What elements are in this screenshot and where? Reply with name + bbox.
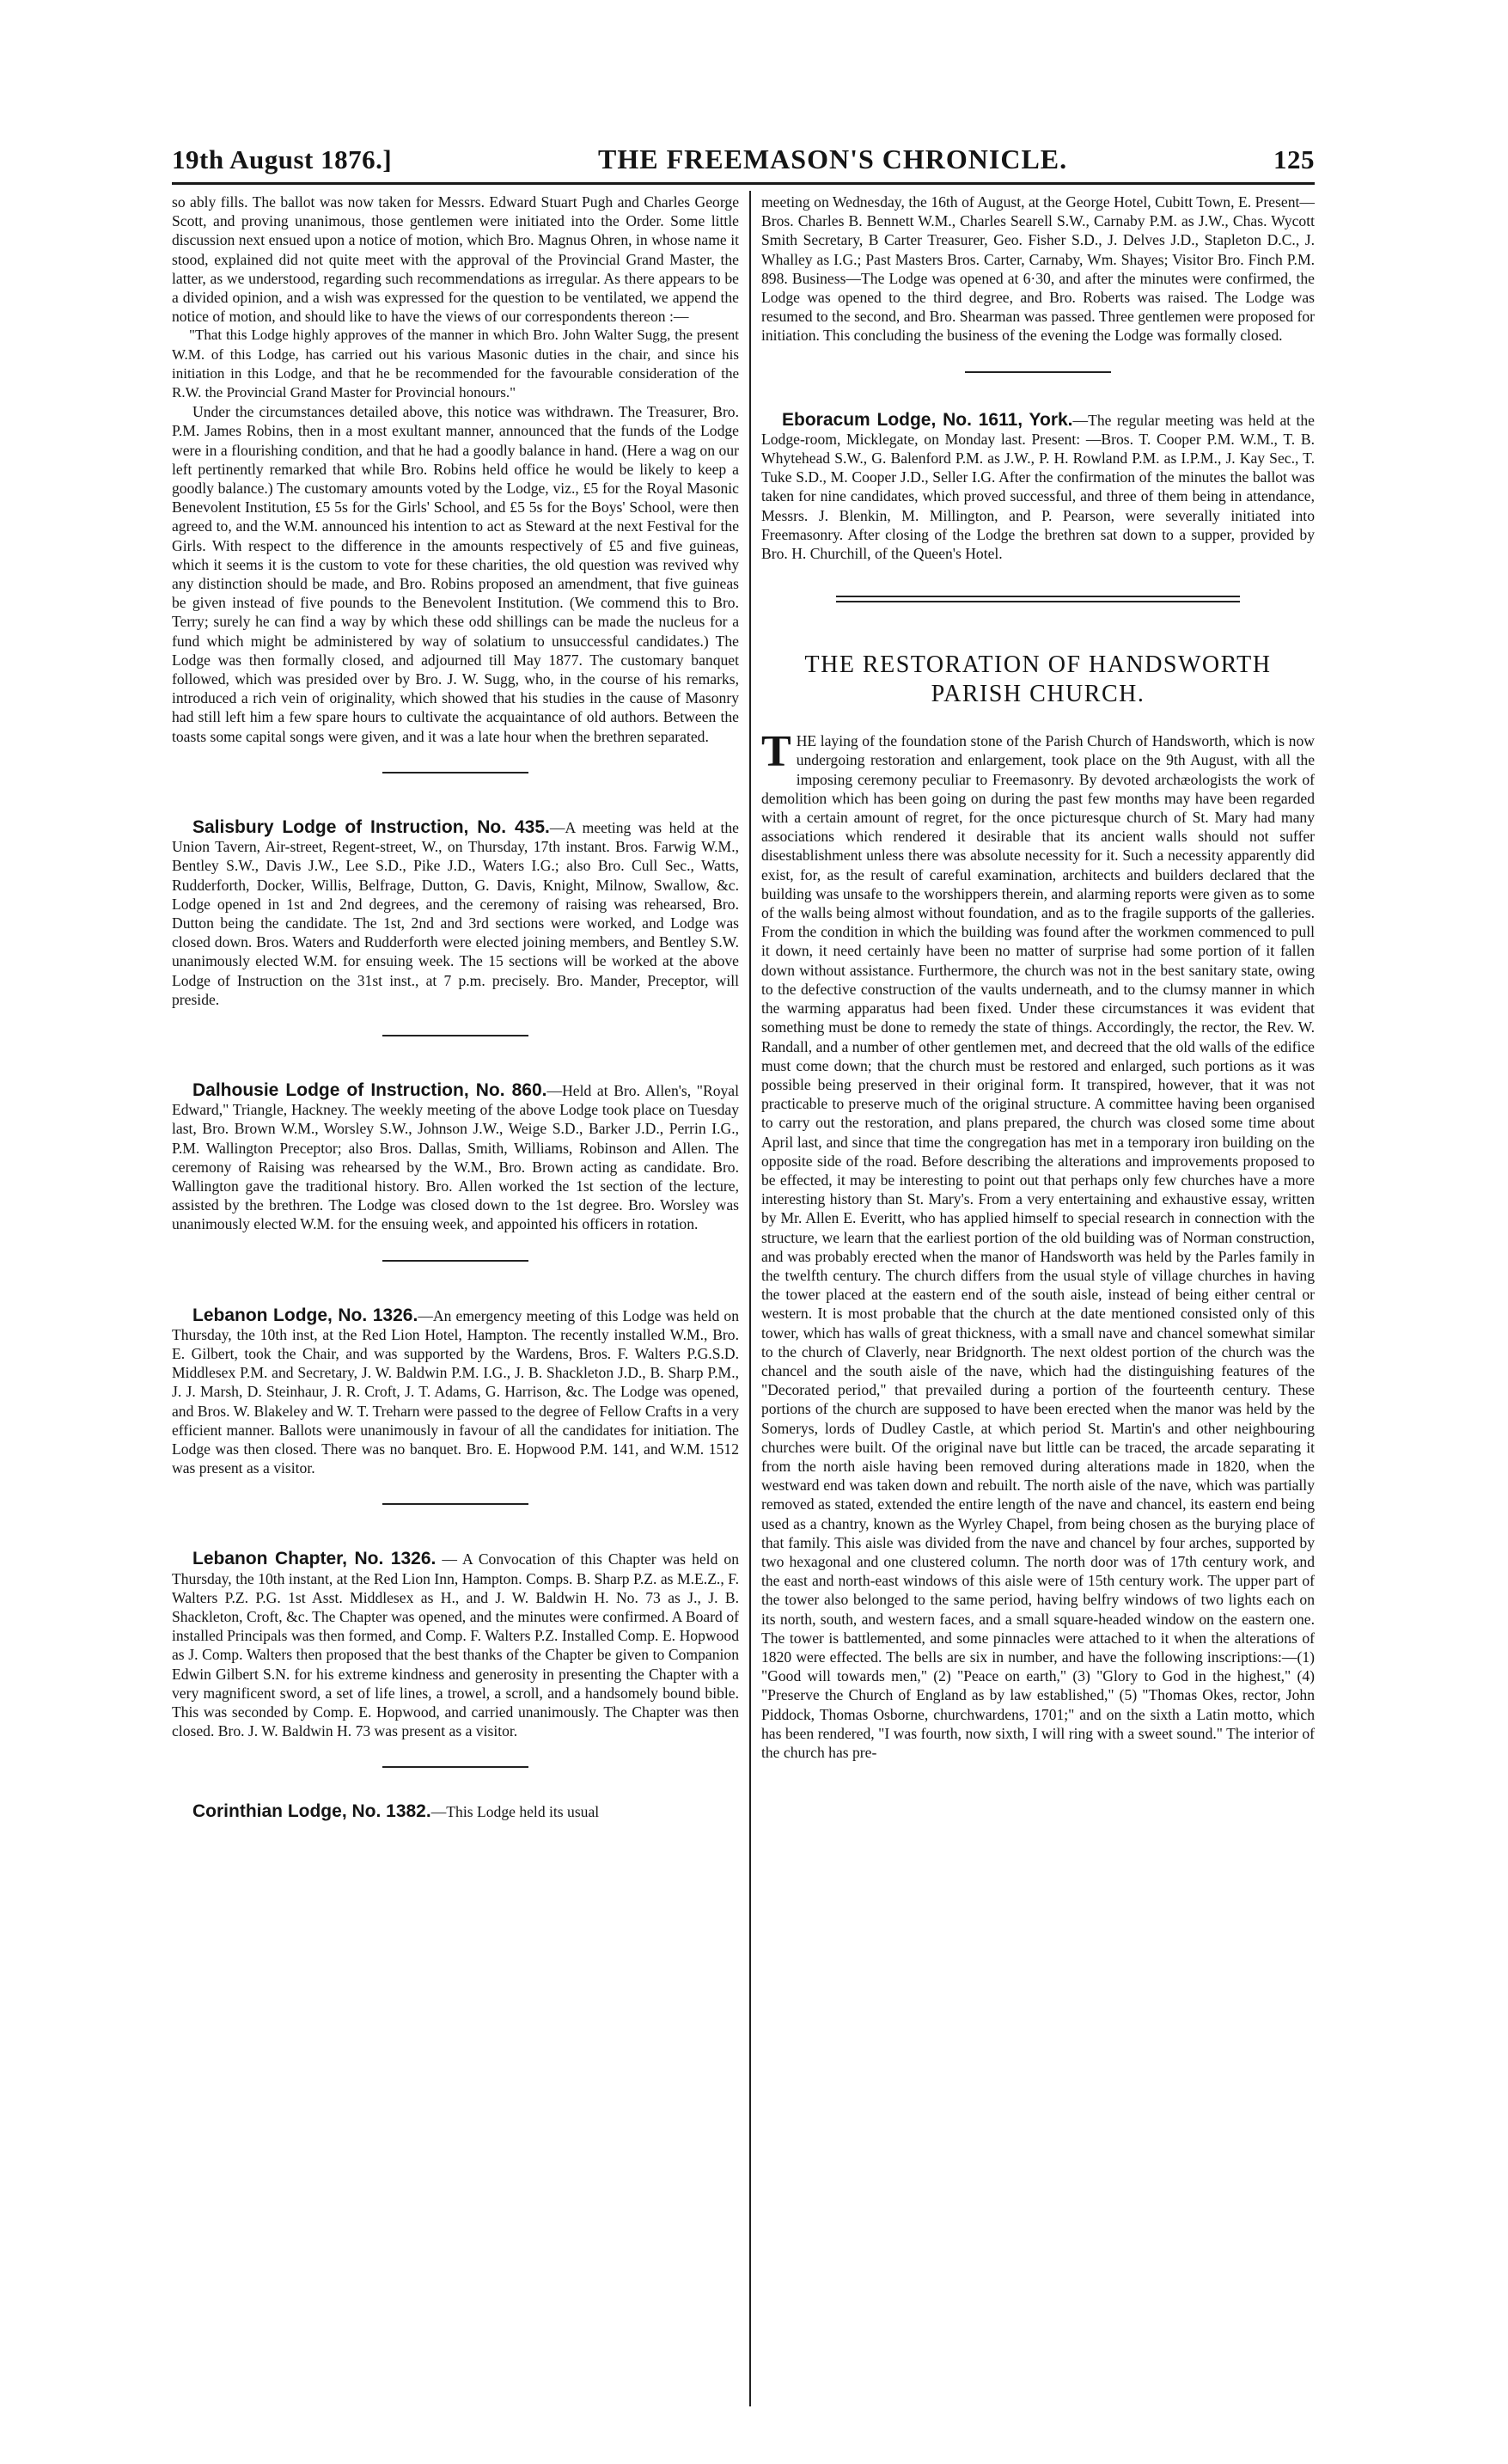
article-title: THE RESTORATION OF HANDSWORTH PARISH CHURCH. (804, 651, 1272, 708)
lebanon-chapter-body: — A Convocation of this Chapter was held on Thursday, the 10th instant, at the Red Lion Inn, Hampton. Comps. B. Sharp P.Z. as M.E.Z., F. Walters P.Z. P.G. 1st Asst. Middlesex as H., and J. W. Baldwin H. No. 73 as J., J. B. Shackleton, Croft, &c. The Chapter was opened, and the minutes were confirmed. A Board of installed Principals was then formed, and Comp. F. Walters P.Z. Installed Comp. E. Hopwood as J. Comp. Walters then proposed that the best thanks of the Chapter be given to Companion Edwin Gilbert S.N. for his extreme kindness and generosity in presenting the Chapter with a very magnificent sword, a set of life lines, a trowel, a scroll, and a handsomely bound bible. This was seconded by Comp. E. Hopwood, and carried unanimously. The Chapter was then closed. Bro. J. W. Baldwin H. 73 was present as a visitor. (172, 1550, 740, 1740)
article-divider (836, 596, 1240, 602)
article-text: HE laying of the foundation stone of the Parish Church of Handsworth, which is now undergoing restoration and enlargement, took place on the 9th August, with all the imposing ceremony peculiar to Freemasonry. By devoted archæologists the work of demolition which has been going on during the past few months may have been regarded with a certain amount of regret, for the once picturesque church of St. Mary had many associations which rendered it desirable that its ancient walls should not suffer disestablishment unless there was absolute necessity for it. Such a necessity apparently did exist, for, as the result of careful examination, architects and builders declared that the building was unsafe to the worshippers therein, and alarming reports were given as to some of the walls being almost without foundation, and as to the fragile supports of the galleries. From the condition in which the building was found after the workmen commenced to pull it down, it need certainly have been no matter of surprise had some portion of it fallen down without assistance. Furthermore, the church was not in the best sanitary state, owing to the defective construction of the vaults underneath, and to the clumsy manner in which the warming apparatus had been fixed. Under these circumstances it was evident that something must be done to remedy the state of things. Accordingly, the rector, the Rev. W. Randall, and a number of other gentlemen met, and decreed that the old walls of the edifice must come down; that the church must be restored and enlarged, such portions as it was possible being preserved in their original form. It transpired, however, that it was not practicable to preserve much of the original structure. A committee having been organised to carry out the restoration, and plans prepared, the church was closed some time about April last, and since that time the congregation has met in a temporary iron building on the opposite side of the road. Before describing the alterations and improvements proposed to be effected, it may be interesting to point out that perhaps only few churches have a more interesting history than St. Mary's. From a very entertaining and exhaustive essay, written by Mr. Allen E. Everitt, who has applied himself to special research in connection with the structure, we learn that the earliest portion of the old building was of Norman construction, and was probably erected when the manor of Handsworth was held by the Parles family in the twelfth century. The church differs from the usual style of village churches in having the tower placed at the eastern end of the south aisle, instead of being either central or western. It is most probable that the church at the date mentioned consisted only of this tower, which has walls of great thickness, with a small nave and chancel somewhat similar to the church of Claverly, near Bridgnorth. The next oldest portion of the church was the chancel and the south aisle of the nave, which had the distinguishing features of the "Decorated period," that prevailed during a portion of the fourteenth century. These portions of the church are supposed to have been erected when the manor was held by the Somerys, lords of Dudley Castle, at which period St. Martin's and other neighbouring churches were built. Of the original nave but little can be traced, the arcade separating it from the north aisle having been removed during alterations made in 1820, when the westward end was taken down and rebuilt. The north aisle of the nave, which was partially removed as stated, extended the entire length of the nave and chancel, its eastern end being used as a chantry, known as the Wyrley Chapel, from being chosen as the burying place of that family. This aisle was divided from the nave and chancel by four arches, supported by two hexagonal and one clustered column. The north door was of 17th century work, and the east and north-east windows of this aisle were of 15th century work. The upper part of the tower also belonged to the same period, having belfry windows of two lights each on its north, south, and western faces, and a small square-headed window on the eastern one. The tower is battlemented, and some pinnacles were attached to it when the alterations of 1820 were effected. The bells are six in number, and have the following inscriptions:—(1) "Good will towards men," (2) "Peace on earth," (3) "Glory to God in the highest," (4) "Preserve the Church of England as by law established," (5) "Thomas Okes, rector, John Piddock, Thomas Osborne, churchwardens, 1701;" and on the sixth a Latin motto, which has been rendered, "I was fourth, now sixth, I will ring with a sweet sound." The interior of the church has pre- (761, 732, 1315, 1762)
corinthian-heading: Corinthian Lodge, No. 1382. (192, 1801, 431, 1822)
treasurer-paragraph: Under the circumstances detailed above, this notice was withdrawn. The Treasurer, Bro. P.M. James Robins, then in a most exultant manner, announced that the funds of the Lodge were in a flourishing condition, and that he had a goodly balance in hand. (Here a wag on our left pertinently remarked that while Bro. Robins held office he would be likely to keep a goodly balance.) The customary amounts voted by the Lodge, viz., £5 for the Royal Masonic Benevolent Institution, £5 5s for the Girls' School, and £5 5s for the Boys' School, were then agreed to, and the W.M. announced his intention to act as Steward at the next Festival for the Girls. With respect to the difference in the amounts respectively of £5 and five guineas, which it seems it is the custom to vote for these charities, the old question was revived why any distinction should be made, and Bro. Robins proposed an amendment, that five guineas be given instead of five pounds to the Benevolent Institution. (We commend this to Bro. Terry; surely he can find a way by which these odd shillings can be made the nucleus for a fund which might be administered by way of solatium to unsuccessful candidates.) The Lodge was then formally closed, and adjourned till May 1877. The customary banquet followed, which was presided over by Bro. J. W. Sugg, who, in the course of his remarks, introduced a rich vein of originality, which showed that his studies in the cause of Masonry had still left him a few spare hours to cultivate the acquaintance of old authors. Between the toasts some capital songs were given, and it was a late hour when the brethren separated. (172, 403, 739, 745)
motion-quote-text: "That this Lodge highly approves of the manner in which Bro. John Walter Sugg, the present W.M. of this Lodge, has carried out his various Masonic duties in the chair, and since his initiation in this Lodge, and that he be recommended for the favourable consideration of the R.W. the Provincial Grand Master for Provincial honours." (172, 327, 739, 401)
section-divider (382, 1035, 528, 1036)
dalhousie-heading: Dalhousie Lodge of Instruction, No. 860. (192, 1079, 547, 1100)
column-divider (749, 191, 751, 2406)
eboracum-body: —The regular meeting was held at the Lodge-room, Micklegate, on Monday last. Present: —Bros. T. Cooper P.M. W.M., T. B. Whytehead S.W., G. Balenford P.M. as J.W., P. H. Rowland P.M. as I.P.M., J. Kay Sec., T. Tuke S.D., M. Cooper J.D., Seller I.G. After the confirmation of the minutes the ballot was taken for nine candidates, which proved successful, and three of them being in attendance, Messrs. J. Blenkin, M. Millington, and P. Pearson, were severally initiated into Freemasonry. After closing of the Lodge the brethren sat down to a supper, provided by Bro. H. Churchill, of the Queen's Hotel. (761, 411, 1315, 563)
corinthian-report (172, 1802, 739, 1821)
lebanon-lodge-heading: Lebanon Lodge, No. 1326. (192, 1305, 418, 1325)
section-divider (382, 1766, 528, 1768)
drop-cap: T (761, 727, 791, 777)
lebanon-lodge-report (172, 1306, 739, 1478)
section-divider (382, 1260, 528, 1262)
masthead (172, 138, 1315, 175)
cubitt-town-report: meeting on Wednesday, the 16th of August, at the George Hotel, Cubitt Town, E. Present—Bros. Charles B. Bennett W.M., Charles Searell S.W., Carnaby P.M. as J.W., Chas. Wycott Smith Secretary, B Carter Treasurer, Geo. Fisher S.D., J. Delves J.D., Stapleton D.C., J. Whalley as I.G.; Past Masters Bros. Carter, Carnaby, Wm. Shayes; Visitor Bro. Finch P.M. 898. Business—The Lodge was opened at 6·30, and after the minutes were confirmed, the Lodge was opened to the third degree, and Bro. Roberts was raised. The Lodge was resumed to the second, and Bro. Shearman was passed. Three gentlemen were proposed for initiation. This concluding the business of the evening the Lodge was formally closed. (761, 193, 1315, 345)
right-column (761, 193, 1315, 1762)
section-divider (965, 371, 1111, 373)
corinthian-body: —This Lodge held its usual (430, 1803, 600, 1821)
motion-quote (172, 326, 739, 402)
eboracum-report (761, 411, 1315, 564)
lebanon-lodge-body: —An emergency meeting of this Lodge was held on Thursday, the 10th inst, at the Red Lion Hotel, Hampton. The recently installed W.M., Bro. E. Gilbert, took the Chair, and was supported by the Wardens, Bros. F. Walters P.G.S.D. Middlesex P.M. and Secretary, J. W. Baldwin P.M. I.G., J. B. Shackleton J.D., B. Sharp P.M., J. J. Marsh, D. Steinhaur, J. R. Croft, J. T. Adams, G. Harrison, &c. The Lodge was opened, and Bros. W. Blakeley and W. T. Treharn were passed to the degree of Fellow Crafts in a very efficient manner. Ballots were unanimously in favour of all the candidates for initiation. The Lodge was then closed. There was no banquet. Bro. E. Hopwood P.M. 141, and W.M. 1512 was present as a visitor. (172, 1306, 740, 1477)
publication-title: THE FREEMASON'S CHRONICLE. (598, 144, 1068, 174)
dalhousie-report (172, 1081, 739, 1234)
left-column (172, 193, 739, 1822)
lebanon-chapter-report (172, 1550, 739, 1740)
section-divider (382, 1503, 528, 1505)
article-body (761, 727, 1315, 1762)
salisbury-body: —A meeting was held at the Union Tavern, Air-street, Regent-street, W., on Thursday, 17th instant. Bros. Farwig W.M., Bentley S.W., Davis J.W., Lee S.D., Pike J.D., Waters I.G.; also Bro. Cull Sec., Watts, Rudderforth, Docker, Willis, Belfrage, Dutton, G. Davis, Knight, Milnow, Swallow, &c. Lodge opened in 1st and 2nd degrees, and the ceremony of raising was rehearsed, Bro. Dutton being the candidate. The 1st, 2nd and 3rd sections were worked, and Lodge was closed down. Bros. Waters and Rudderforth were elected joining members, and Bentley S.W. unanimously elected W.M. for ensuing week. The 15 sections will be worked at the above Lodge of Instruction on the 31st inst., at 7 p.m. precisely. Bro. Mander, Preceptor, will preside. (172, 818, 739, 1008)
section-divider (382, 772, 528, 773)
dalhousie-body: —Held at Bro. Allen's, "Royal Edward," Triangle, Hackney. The weekly meeting of the above Lodge took place on Tuesday last, Bro. Brown W.M., Worsley S.W., Johnson J.W., Weige S.D., Barker J.D., Perrin I.G., P.M. Wallington Preceptor; also Bros. Dallas, Smith, Williams, Robinson and Allen. The ceremony of Raising was rehearsed by the W.M., Bro. Brown acting as candidate. Bro. Wallington gave the traditional history. Bro. Allen worked the 1st section of the lecture, assisted by the brethren. The Lodge was closed down to the 1st degree. Bro. Worsley was unanimously elected W.M. for the ensuing week, and appointed his officers in rotation. (172, 1081, 739, 1233)
salisbury-report (172, 818, 739, 1009)
lebanon-chapter-heading: Lebanon Chapter, No. 1326. (192, 1549, 437, 1569)
issue-date: 19th August 1876.] (172, 144, 393, 174)
eboracum-heading: Eboracum Lodge, No. 1611, York. (782, 409, 1073, 430)
page-number: 125 (1273, 144, 1315, 174)
continued-paragraph: so ably fills. The ballot was now taken for Messrs. Edward Stuart Pugh and Charles George Scott, and proving unanimous, those gentlemen were initiated into the Order. Some little discussion next ensued upon a notice of motion, which Bro. Magnus Ohren, in whose name it stood, explained did not quite meet with the approval of the Provincial Grand Master, the latter, as we understood, regarding such recommendations as irregular. As there appears to be a divided opinion, and a wish was expressed for the question to be ventilated, we append the notice of motion, and should like to have the views of our correspondents thereon :— (172, 193, 739, 326)
header-rule (172, 182, 1315, 185)
salisbury-heading: Salisbury Lodge of Instruction, No. 435. (192, 816, 550, 837)
